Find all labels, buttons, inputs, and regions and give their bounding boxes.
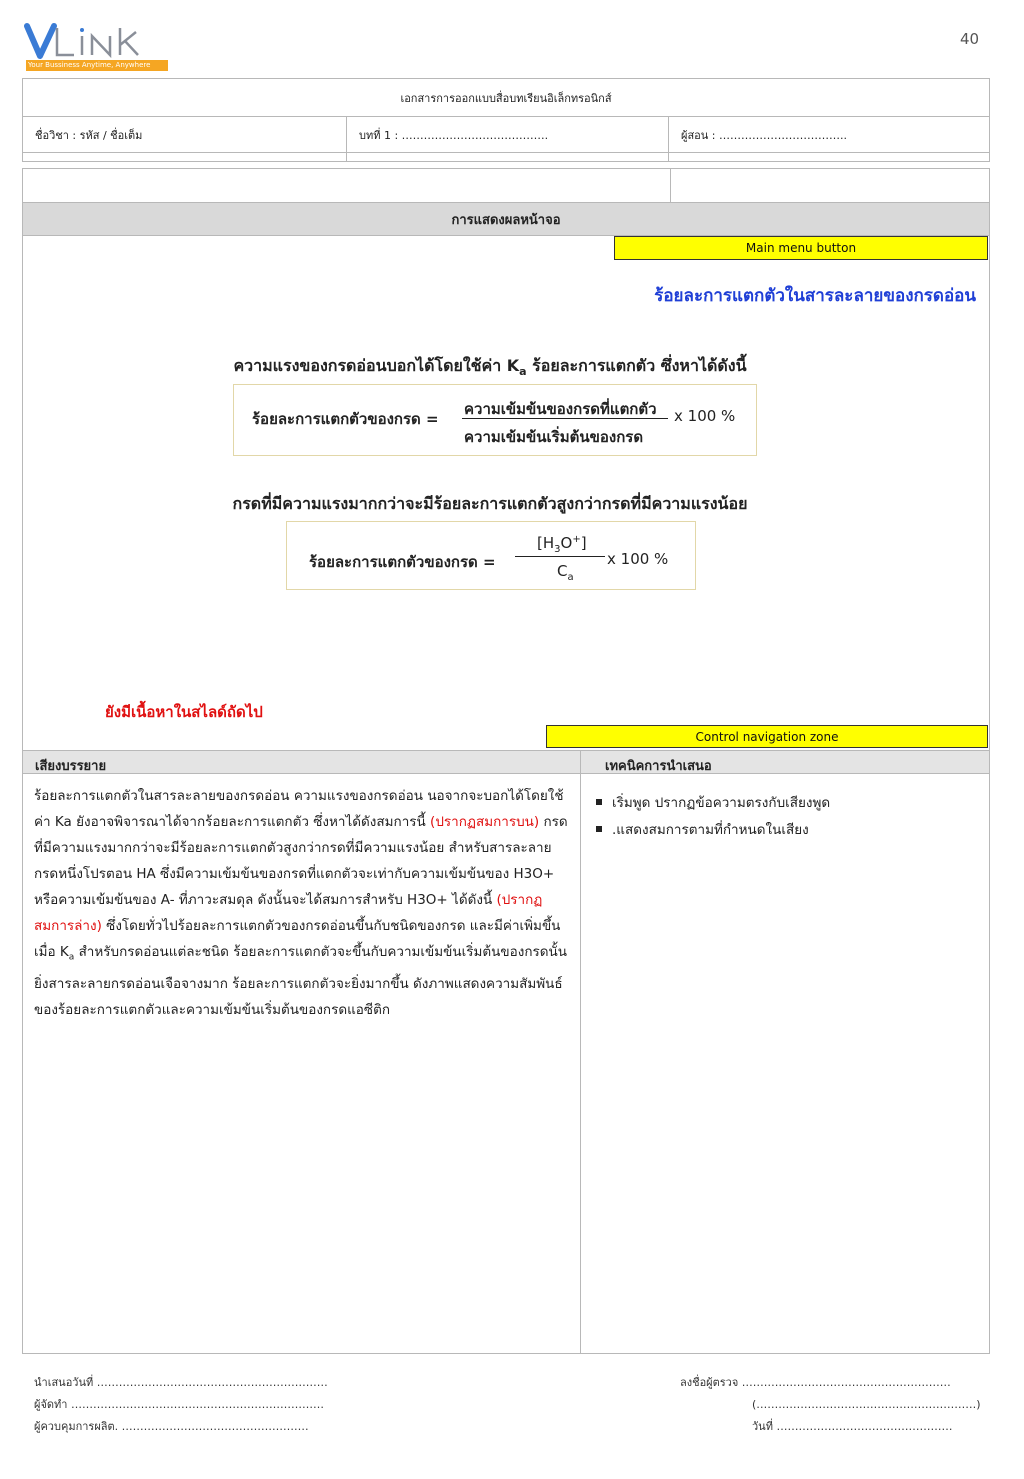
eq2-suffix: x 100 % — [607, 550, 669, 568]
eq2-numerator: $[H_3O^+]$ — [537, 534, 587, 555]
narration-header: เสียงบรรยาย — [35, 759, 107, 774]
vlink-logo — [24, 22, 170, 74]
eq1-fraction-bar — [462, 418, 668, 419]
lower-section-header — [23, 750, 989, 774]
ka-subscript: a — [519, 365, 527, 379]
ka-statement-end: ร้อยละการแตกตัว ซึ่งหาได้ดังนี้ — [526, 356, 747, 375]
cue-top-equation: (ปรากฏสมการบน) — [430, 814, 540, 830]
eq2-label: ร้อยละการแตกตัวของกรด = — [309, 553, 496, 571]
header-blank-row — [23, 153, 989, 162]
list-item: .แสดงสมการตามที่กำหนดในเสียง — [594, 817, 974, 844]
review-date-field: วันที่ ………………………………………… — [752, 1420, 953, 1433]
producer-field: ผู้จัดทำ …………………………………………………………… — [34, 1398, 324, 1411]
lesson-field: บทที่ 1 : …………………………………. — [359, 128, 549, 142]
reviewer-sign-field: ลงชื่อผู้ตรวจ ………………………………………………… — [680, 1376, 951, 1389]
control-navigation-zone[interactable]: Control navigation zone — [546, 725, 988, 748]
technique-header: เทคนิคการนำเสนอ — [605, 759, 712, 774]
page-number: 40 — [960, 30, 980, 48]
ka-statement — [150, 354, 830, 379]
more-content-note: ยังมีเนื้อหาในสไลด์ถัดไป — [105, 703, 263, 721]
document-header — [22, 78, 990, 162]
screen-section-header: การแสดงผลหน้าจอ — [23, 203, 989, 236]
supervisor-field: ผู้ควบคุมการผลิต. …………………………………………… — [34, 1420, 309, 1433]
slide-title: ร้อยละการแตกตัวในสารละลายของกรดอ่อน — [654, 286, 976, 306]
equation-percent-ionization — [233, 384, 757, 456]
eq1-label: ร้อยละการแตกตัวของกรด = — [252, 410, 439, 428]
reviewer-name-field: (……………………………………………………) — [752, 1398, 981, 1411]
ka-statement-text: ความแรงของกรดอ่อนบอกได้โดยใช้ค่า K — [233, 356, 520, 375]
cue-bottom-equation: (ปรากฏสมการล่าง) — [34, 892, 543, 934]
logo-tagline: Your Bussiness Anytime, Anywhere — [28, 61, 151, 69]
technique-list — [594, 790, 974, 844]
header-info-row — [23, 117, 989, 153]
narration-text: ร้อยละการแตกตัวในสารละลายของกรดอ่อน ความแรงของกรดอ่อน นอจากจะบอกได้โดยใช้ค่า Ka ยังอาจพิจารณาได้จากร้อยละการแตกตัว ซึ่งหาได้ดังสมการนี้ (ปรากฏสมการบน) กรดที่มีความแรงมากกว่าจะมีร้อยละการแตกตัวสูงกว่ากรดที่มีความแรงน้อย สำหรับสารละลายกรดหนึ่งโปรตอน HA ซึ่งมีความเข้มข้นของกรดที่แตกตัวจะเท่ากับความเข้มข้นของ H3O+ หรือความเข้มข้นของ A- ที่ภาวะสมดุล ดังนั้นจะได้สมการสำหรับ H3O+ ได้ดังนี้ (ปรากฏสมการล่าง) ซึ่งโดยทั่วไปร้อยละการแตกตัวของกรดอ่อนขึ้นกับชนิดของกรด และมีค่าเพิ่มขึ้นเมื่อ $K_a$ สำหรับกรดอ่อนแต่ละชนิด ร้อยละการแตกตัวจะขึ้นกับความเข้มข้นเริ่มต้นของกรดนั้น ยิ่งสารละลายกรดอ่อนเจือจางมาก ร้อยละการแตกตัวจะยิ่งมากขึ้น ดังภาพแสดงความสัมพันธ์ของร้อยละการแตกตัวและความเข้มข้นเริ่มต้นของกรดแอซีติก — [34, 788, 568, 1018]
eq1-suffix: x 100 % — [674, 407, 736, 425]
eq2-denominator: $C_a$ — [557, 562, 574, 583]
main-menu-button[interactable]: Main menu button — [614, 236, 988, 260]
list-item: เริ่มพูด ปรากฏข้อความตรงกับเสียงพูด — [594, 790, 974, 817]
eq2-fraction-bar — [515, 556, 605, 557]
footer-right — [680, 1372, 980, 1438]
header-title: เอกสารการออกแบบสื่อบทเรียนอิเล็กทรอนิกส์ — [23, 79, 989, 117]
subject-field: ชื่อวิชา : รหัส / ชื่อเต็ม — [35, 128, 143, 142]
eq1-denominator: ความเข้มข้นเริ่มต้นของกรด — [464, 428, 644, 446]
equation-h3o-ionization — [286, 521, 696, 590]
instructor-field: ผู้สอน : …………………………….. — [681, 128, 847, 142]
footer-left — [34, 1372, 354, 1438]
eq1-numerator: ความเข้มข้นของกรดที่แตกตัว — [464, 400, 657, 418]
column-divider — [580, 750, 581, 1354]
presented-date-field: นำเสนอวันที่ ……………………………………………………… — [34, 1376, 328, 1389]
frame-top-row — [22, 168, 990, 203]
strong-acid-statement: กรดที่มีความแรงมากกว่าจะมีร้อยละการแตกตัวสูงกว่ากรดที่มีความแรงน้อย — [232, 494, 748, 513]
